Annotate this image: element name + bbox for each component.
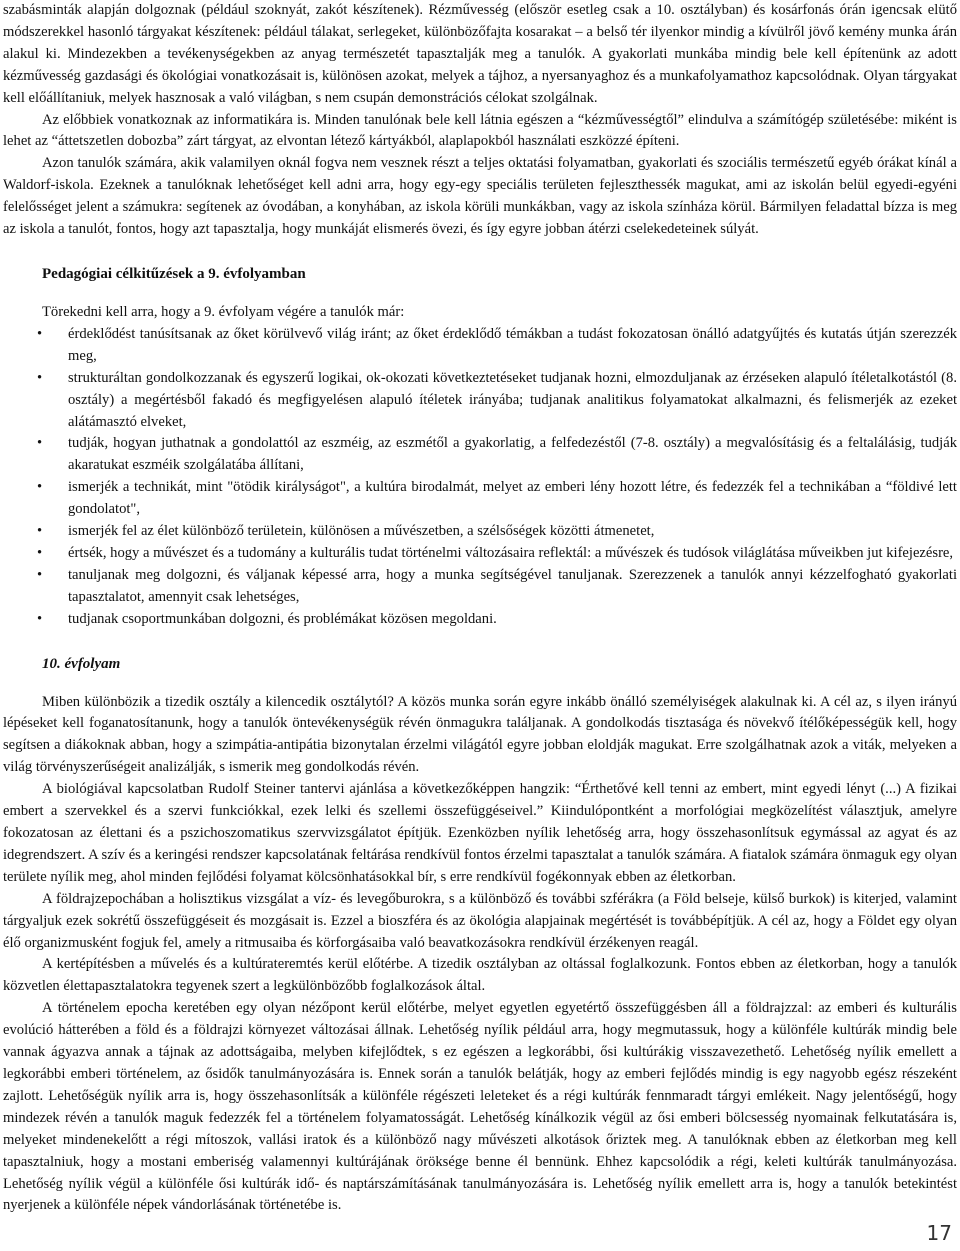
paragraph-geography: A földrajzepochában a holisztikus vizsgálat a víz- és levegőburokra, s a különböző és további szférákra (a Föld belseje, külső burkok) is kiterjed, valamint tárgyaljuk ezek sokrétű összefüggéseit és mozgásait is. Ezzel a bioszféra és az ökológia alapjainak megértését is továbbépítjük. A cél az, hogy a Földet egy olyan élő organizmusként fogjuk fel, amely a ritmusaiba és körforgásaiba való beavatkozásokra rendkívül érzékenyen reagál. [3,890,957,951]
bullet-icon: • [37,325,43,342]
section-intro-grade9: Törekedni kell arra, hogy a 9. évfolyam végére a tanulók már: [42,303,405,320]
list-item: • tudják, hogyan juthatnak a gondolattól az eszméig, az eszmétől a gyakorlatig, a felfedezéstől (7-8. osztály) a megvalósításig és a feltalálásig, tudják akaratukat eszméik szolgálatába állítani, [37,435,957,474]
bullet-icon: • [37,369,43,386]
paragraph-history: A történelem epocha keretében egy olyan nézőpont kerül előtérbe, melyet egyetlen egyetértő összefüggésben áll a földrajzzal: az emberi és kulturális evolúció hátterében a föld és a földrajzi környezet változásai állnak. Lehetőség nyílik például arra, hogy megmutassuk, hogy a különféle kultúrák mindig bele vannak ágyazva annak a tájnak az adottságaiba, melyben kifejlődtek, s ez egészen a legkorábbi, ősi kultúrákig visszavezethető. Lehetőség nyílik emellett a legkorábbi emberi történelem, az ősidők tanulmányozására is. Ennek során a tanulók belátják, hogy az emberi fejlődés mindig is egy nagyobb egész részeként zajlott. Lehetőségük nyílik arra is, hogy összehasonlítsák a különféle régészeti leleteket és a régi kultúrák fennmaradt tárgyi emlékeit. Nagy jelentőségű, hogy mindezek révén a tanulók maguk fedezzék fel a történelem folyamatosságát. Lehetőség kínálkozik végül az ősi emberi bölcsesség nyomainak felkutatására is, melyeket mindenekelőtt a régi mítoszok, vallási iratok és a különböző nagy művészeti alkotások őriztek meg. A tanulóknak ebben az életkorban meg kell tapasztalniuk, hogy a mostani emberiség valamennyi kultúrájának öröksége benne él bennünk. Ehhez kapcsolódik a régi, keleti kultúrák tanulmányozása. Lehetőség nyílik végül a különféle ősi kultúrák idő- és naptárszámításának tanulmányozására is. Lehetőség nyílik emellett arra is, hogy a tanulók betekintést nyerjenek a különféle népek vándorlásának történetébe is. [3,1000,957,1214]
list-item: • érdeklődést tanúsítsanak az őket körülvevő világ iránt; az őket érdeklődő témákban a tudást fokozatosan önálló adatgyűjtés és kutatás útján szerezzék meg, [37,325,957,364]
list-item: • ismerjék fel az élet különböző területein, különösen a művészetben, a szélsőségek közötti átmenetet, [3,521,957,543]
page-number: 17 [926,1221,952,1245]
paragraph-waldorf-special: Azon tanulók számára, akik valamilyen oknál fogva nem vesznek részt a teljes oktatási folyamatban, gyakorlati és szociális természetű egyéb órákat kínál a Waldorf-iskola. Ezeknek a tanulóknak lehetőséget kell adni arra, hogy egy-egy speciális területen fejleszthessék magukat, ami az iskolán belül egyedi-egyéni felelősséget jelent a számukra: segítenek az óvodában, a konyhában, az iskola körüli munkákban, vagy az iskola színháza körül. Bármilyen feladattal bízza is meg az iskola a tanulót, fontos, hogy azt tapasztalja, hogy munkáját elismerés övezi, és így egyre jobban átérzi cselekedeteinek súlyát. [3,155,957,238]
paragraph-gardening: A kertépítésben a művelés és a kultúrateremtés kerül előtérbe. A tizedik osztályban az oltással foglalkozunk. Fontos ebben az életkorban, hogy a tanulók közvetlen élettapasztalatokra tegyenek szert a legkülönbözőbb foglalkozások által. [3,956,957,995]
paragraph-informatics: Az előbbiek vonatkoznak az informatikára is. Minden tanulónak bele kell látnia egészen a “kézművességtől” elindulva a számítógép születésébe: miként is lehet az “áttetszetlen dobozba” zárt tárgyat, az elvontan létező kártyákból, alaplapokból használati eszközzé építeni. [3,111,957,150]
paragraph-grade10-intro: Miben különbözik a tizedik osztály a kilencedik osztálytól? A közös munka során egyre inkább önálló személyiségek alakulnak ki. A cél az, s ilyen irányú lépéseket kell foganatosítanunk, hogy a tanulók öntevékenységük révén önmagukra találjanak. A gondolkodás tisztasága és növekvő ítélőképességük kell, hogy segítsen a diákoknak abban, hogy a szimpátia-antipátia bizonytalan érzelmi világától egyre jobban eloldják magukat. Erre szolgálhatnak azok a viták, melyeken a világ törvényszerűségeit analizálják, s ismerik meg gondolkodás révén. [3,693,957,776]
bullet-icon: • [37,435,43,452]
bullet-icon: • [37,544,43,561]
list-item: • tanuljanak meg dolgozni, és váljanak képessé arra, hogy a munka segítségével tanuljanak. Szerezzenek a tanulók annyi kézzelfogható gyakorlati tapasztalatot, amennyit csak lehetséges, [37,566,957,605]
list-item: • ismerjék a technikát, mint "ötödik királyságot", a kultúra birodalmát, melyet az emberi lény hozott létre, és fedezzék fel a technikában a “földivé lett gondolatot", [37,479,957,518]
list-item: • értsék, hogy a művészet és a tudomány a kulturális tudat történelmi változásaira reflektál: a művészek és tudósok világlátása műveikben jut kifejezésre, [3,543,957,565]
bullet-icon: • [37,523,43,540]
list-item: • strukturáltan gondolkozzanak és egyszerű logikai, ok-okozati következtetéseket tudjanak hozni, elmozduljanak az érzéseken alapuló ítéletalkotástól (8. osztály) a megértésből fakadó és megfigyelésen alapuló ítéletek irányába; tudjanak analitikus folyamatokat alkalmazni, és felismerjék az ezeket alátámasztó elveket, [37,369,957,430]
bullet-icon: • [37,566,43,583]
goals-list [3,324,957,631]
bullet-icon: • [37,479,43,496]
list-item: • tudjanak csoportmunkában dolgozni, és problémákat közösen megoldani. [3,609,957,631]
document-page [3,0,957,1217]
bullet-icon: • [37,610,43,627]
paragraph-biology: A biológiával kapcsolatban Rudolf Steiner tantervi ajánlása a következőképpen hangzik: “Érthetővé kell tenni az embert, mint egyedi lényt (...) A fizikai embert a szervekkel és a szervi funkciókkal, ezek lelki és szellemi összefüggéseivel.” Kiindulópontként a morfológiai megközelítést választjuk, amelyre fokozatosan az élettani és a pszichoszomatikus szervvizsgálatot építjük. Ezenközben nyílik lehetőség arra, hogy összehasonlítsuk egymással az agyat és az idegrendszert. A szív és a keringési rendszer kapcsolatának feltárása rendkívül fontos érzelmi tapasztalat a tanulók számára. A fiatalok számára önmaguk egy olyan területe nyílik meg, ahol minden fejlődési folyamat kölcsönhatásokkal bír, s erre rendkívül fogékonnyak ebben az életkorban. [3,781,957,885]
paragraph-crafts: szabásminták alapján dolgoznak (például szoknyát, zakót készítenek). Rézművesség (először esetleg csak a 10. osztályban) és kosárfonás órán igencsak elütő módszerekkel hasonló tárgyakat készítenek: például tálakat, serlegeket, különbözőfajta kosarakat – a belső tér ilyenkor mindig a kívülről jövő kemény munka árán alakul ki. Mindezekben a tevékenységekben az anyag természetét tapasztalják meg a tanulók. A gyakorlati munkába mindig bele kell építenünk az adott kézművesség gazdasági és ökológiai vonatkozásait is, különösen azokat, melyek a tájhoz, a nyersanyaghoz és a munkafolyamathoz kapcsolódnak. Olyan tárgyakat kell előállítaniuk, melyek hasznosak a való világban, s nem csupán demonstrációs célokat szolgálnak. [3,2,957,106]
section-heading-grade10: 10. évfolyam [42,655,121,672]
section-heading-grade9: Pedagógiai célkitűzések a 9. évfolyamban [42,265,306,282]
